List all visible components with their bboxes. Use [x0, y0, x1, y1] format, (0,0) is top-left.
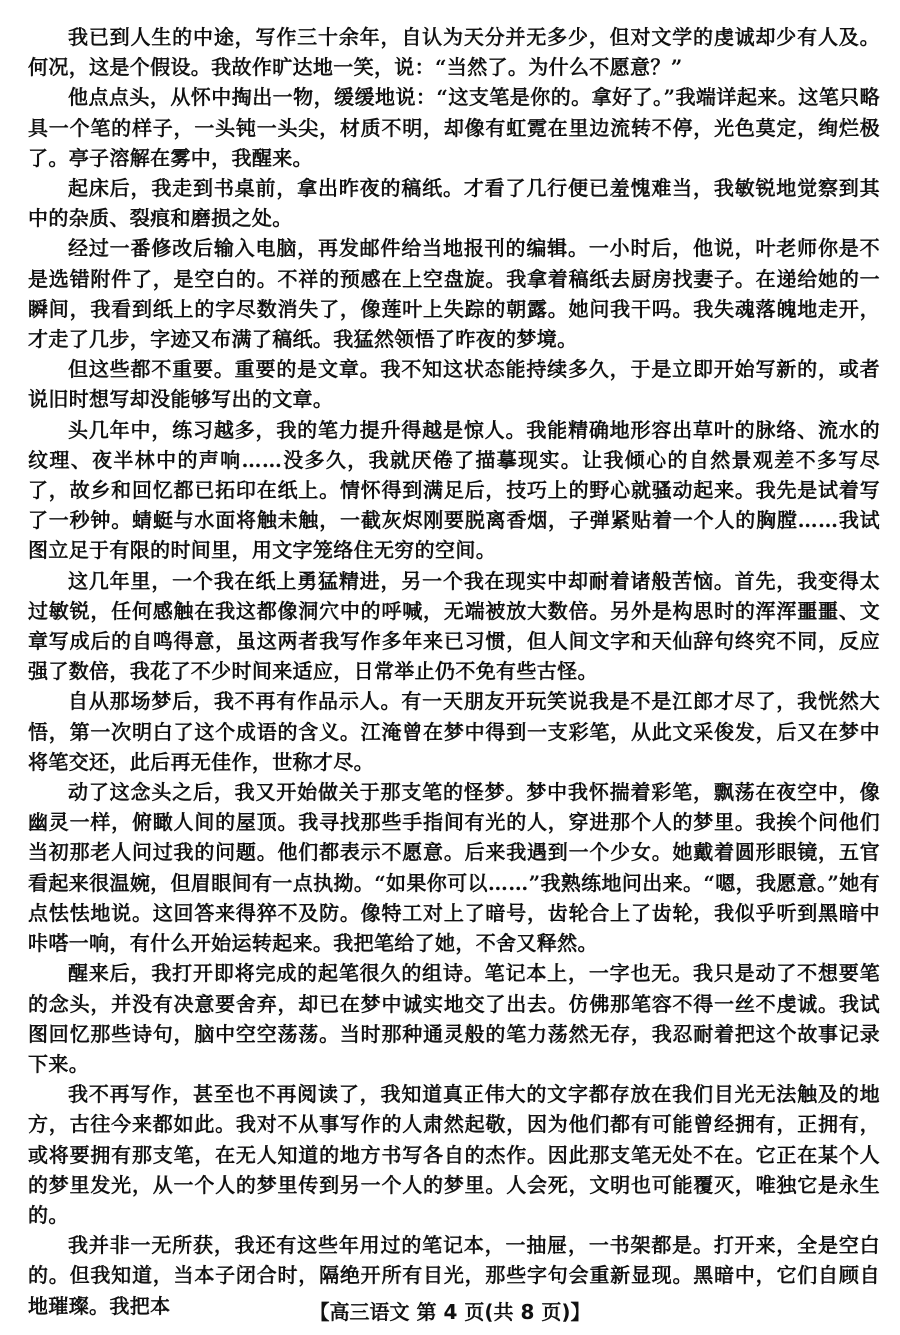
paragraph: 他点点头，从怀中掏出一物，缓缓地说：“这支笔是你的。拿好了。”我端详起来。这笔只略具一个笔的样子，一头钝一头尖，材质不明，却像有虹霓在里边流转不停，光色莫定，绚烂极了。亭子溶解在雾中，我醒来。	[28, 85, 880, 170]
paragraph: 自从那场梦后，我不再有作品示人。有一天朋友开玩笑说我是不是江郎才尽了，我恍然大悟，第一次明白了这个成语的含义。江淹曾在梦中得到一支彩笔，从此文采俊发，后又在梦中将笔交还，此后再无佳作，世称才尽。	[28, 689, 880, 774]
paragraph: 经过一番修改后输入电脑，再发邮件给当地报刊的编辑。一小时后，他说，叶老师你是不是选错附件了，是空白的。不祥的预感在上空盘旋。我拿着稿纸去厨房找妻子。在递给她的一瞬间，我看到纸上的字尽数消失了，像莲叶上失踪的朝露。她问我干吗。我失魂落魄地走开，才走了几步，字迹又布满了稿纸。我猛然领悟了昨夜的梦境。	[28, 236, 880, 352]
paragraph: 但这些都不重要。重要的是文章。我不知这状态能持续多久，于是立即开始写新的，或者说旧时想写却没能够写出的文章。	[28, 357, 880, 412]
paragraph: 我已到人生的中途，写作三十余年，自认为天分并无多少，但对文学的虔诚却少有人及。何况，这是个假设。我故作旷达地一笑，说：“当然了。为什么不愿意？”	[28, 25, 880, 80]
paragraph: 起床后，我走到书桌前，拿出昨夜的稿纸。才看了几行便已羞愧难当，我敏锐地觉察到其中的杂质、裂痕和磨损之处。	[28, 176, 880, 231]
page-footer: 【高三语文 第 4 页(共 8 页)】	[309, 1300, 591, 1324]
paragraph: 我并非一无所获，我还有这些年用过的笔记本，一抽屉，一书架都是。打开来，全是空白的。但我知道，当本子闭合时，隔绝开所有目光，那些字句会重新显现。黑暗中，它们自顾自地璀璨。我把本	[28, 1233, 880, 1318]
document-body	[28, 22, 880, 1321]
paragraph: 动了这念头之后，我又开始做关于那支笔的怪梦。梦中我怀揣着彩笔，飘荡在夜空中，像幽灵一样，俯瞰人间的屋顶。我寻找那些手指间有光的人，穿进那个人的梦里。我挨个问他们当初那老人问过我的问题。他们都表示不愿意。后来我遇到一个少女。她戴着圆形眼镜，五官看起来很温婉，但眉眼间有一点执拗。“如果你可以……”我熟练地问出来。“嗯，我愿意。”她有点怯怯地说。这回答来得猝不及防。像特工对上了暗号，齿轮合上了齿轮，我似乎听到黑暗中咔嗒一响，有什么开始运转起来。我把笔给了她，不舍又释然。	[28, 780, 880, 956]
paragraph: 头几年中，练习越多，我的笔力提升得越是惊人。我能精确地形容出草叶的脉络、流水的纹理、夜半林中的声响……没多久，我就厌倦了描摹现实。让我倾心的自然景观差不多写尽了，故乡和回忆都已拓印在纸上。情怀得到满足后，技巧上的野心就骚动起来。我先是试着写了一秒钟。蜻蜓与水面将触未触，一截灰烬刚要脱离香烟，子弹紧贴着一个人的胸膛……我试图立足于有限的时间里，用文字笼络住无穷的空间。	[28, 417, 880, 563]
paragraph: 我不再写作，甚至也不再阅读了，我知道真正伟大的文字都存放在我们目光无法触及的地方，古往今来都如此。我对不从事写作的人肃然起敬，因为他们都有可能曾经拥有，正拥有，或将要拥有那支笔，在无人知道的地方书写各自的杰作。因此那支笔无处不在。它正在某个人的梦里发光，从一个人的梦里传到另一个人的梦里。人会死，文明也可能覆灭，唯独它是永生的。	[28, 1082, 880, 1227]
paragraph: 这几年里，一个我在纸上勇猛精进，另一个我在现实中却耐着诸般苦恼。首先，我变得太过敏锐，任何感触在我这都像洞穴中的呼喊，无端被放大数倍。另外是构思时的浑浑噩噩、文章写成后的自鸣得意，虽这两者我写作多年来已习惯，但人间文字和天仙辞句终究不同，反应强了数倍，我花了不少时间来适应，日常举止仍不免有些古怪。	[28, 568, 880, 684]
paragraph: 醒来后，我打开即将完成的起笔很久的组诗。笔记本上，一字也无。我只是动了不想要笔的念头，并没有决意要舍弃，却已在梦中诚实地交了出去。仿佛那笔容不得一丝不虔诚。我试图回忆那些诗句，脑中空空荡荡。当时那种通灵般的笔力荡然无存，我忍耐着把这个故事记录下来。	[28, 961, 880, 1076]
